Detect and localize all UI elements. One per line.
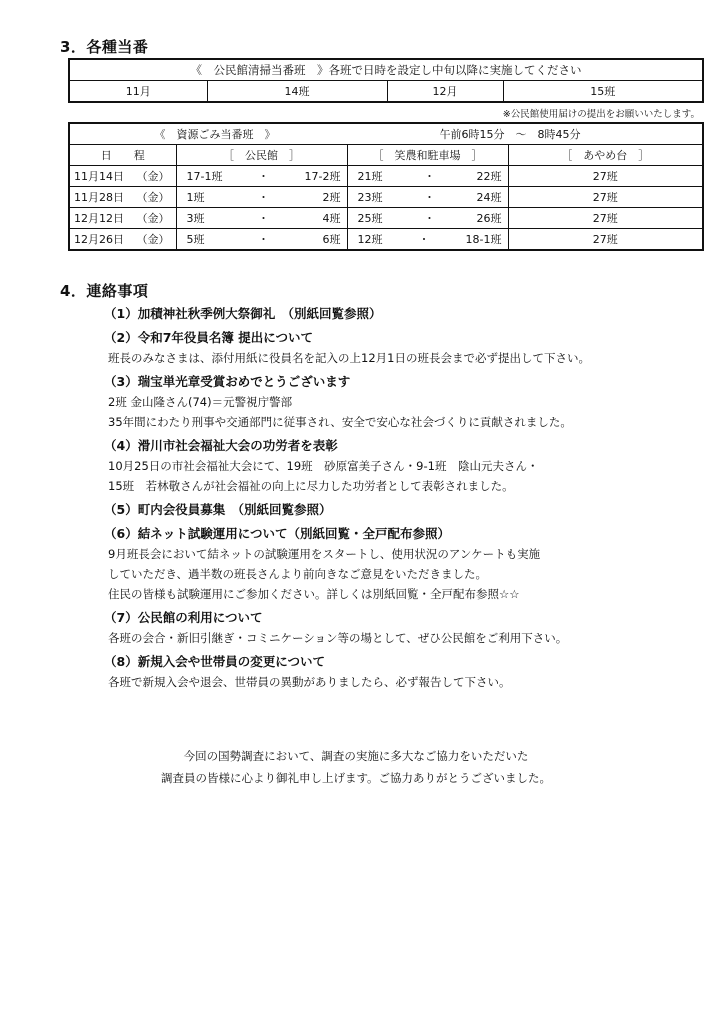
schedule-date: 12月26日 — [74, 233, 124, 246]
notice-item-line: 9月班長会において結ネットの試験運用をスタートし、使用状況のアンケートも実施 — [108, 547, 541, 561]
notice-item — [104, 500, 704, 520]
shonowa-cell — [347, 187, 508, 208]
recycling-duty-row — [69, 229, 703, 251]
notice-item-line: 住民の皆様も試験運用にご参加ください。詳しくは別紙回覧・全戸配布参照☆☆ — [108, 587, 520, 601]
shonowa-group-a: 12班 — [357, 233, 383, 246]
notice-item — [104, 524, 704, 604]
notice-items — [104, 304, 704, 696]
schedule-day-of-week: （金） — [136, 191, 170, 204]
shonowa-group-b: 26班 — [476, 212, 502, 225]
notice-item-line: 班長のみなさまは、添付用紙に役員名を記入の上12月1日の班長会まで必ず提出して下さい。 — [108, 351, 590, 365]
notice-item — [104, 436, 704, 496]
kominkan-group-b: 4班 — [322, 212, 341, 225]
cleaning-month-2: 12月 — [387, 81, 503, 103]
separator-dot: ・ — [424, 191, 435, 204]
shonowa-group-a: 25班 — [357, 212, 383, 225]
notice-item-line: 15班 若林敬さんが社会福祉の向上に尽力した功労者として表彰されました。 — [108, 479, 514, 493]
schedule-date: 11月28日 — [74, 191, 124, 204]
notice-item-line: していただき、過半数の班長さんより前向きなご意見をいただきました。 — [108, 567, 488, 581]
shonowa-group-b: 22班 — [476, 170, 502, 183]
ayamedai-cell: 27班 — [508, 187, 703, 208]
notice-item-line: 各班で新規入会や退会、世帯員の異動がありましたら、必ず報告して下さい。 — [108, 675, 511, 689]
recycling-duty-header-row — [69, 145, 703, 166]
section-4-heading: 4．連絡事項 — [60, 282, 149, 300]
notice-item-title: （6）結ネット試験運用について（別紙回覧・全戸配布参照） — [104, 526, 450, 541]
recycling-duty-row — [69, 208, 703, 229]
shonowa-group-b: 18-1班 — [465, 233, 502, 246]
header-ayamedai: ［ あやめ台 ］ — [508, 145, 703, 166]
separator-dot: ・ — [418, 233, 430, 246]
separator-dot: ・ — [424, 212, 435, 225]
recycling-duty-rows — [69, 166, 703, 251]
closing-line-2: 調査員の皆様に心より御礼申し上げます。ご協力ありがとうございました。 — [160, 771, 552, 785]
kominkan-group-b: 17-2班 — [304, 170, 341, 183]
notice-item — [104, 304, 704, 324]
notice-item — [104, 372, 704, 432]
recycling-duty-title: 《 資源ごみ当番班 》 — [154, 128, 276, 141]
notice-item-line: 各班の会合・新旧引継ぎ・コミニケーション等の場として、ぜひ公民館をご利用下さい。 — [108, 631, 568, 645]
kominkan-cell — [176, 208, 347, 229]
schedule-cell — [69, 208, 176, 229]
schedule-cell — [69, 229, 176, 251]
cleaning-group-2: 15班 — [503, 81, 703, 103]
notice-item-title: （2）令和7年役員名簿 提出について — [104, 330, 313, 345]
shonowa-cell — [347, 208, 508, 229]
schedule-day-of-week: （金） — [136, 170, 170, 183]
recycling-duty-title-cell — [69, 123, 703, 145]
header-shonowa-parking: ［ 笑農和駐車場 ］ — [347, 145, 508, 166]
kominkan-group-a: 1班 — [186, 191, 205, 204]
notice-item-title: （1）加積神社秋季例大祭御礼 （別紙回覧参照） — [104, 306, 382, 321]
recycling-duty-table — [68, 122, 704, 251]
closing-line-1: 今回の国勢調査において、調査の実施に多大なご協力をいただいた — [183, 749, 529, 763]
separator-dot: ・ — [258, 233, 269, 246]
shonowa-cell — [347, 229, 508, 251]
kominkan-cell — [176, 166, 347, 187]
recycling-duty-title-row — [69, 123, 703, 145]
recycling-duty-row — [69, 187, 703, 208]
cleaning-group-1: 14班 — [207, 81, 387, 103]
section-3-heading: 3．各種当番 — [60, 38, 149, 56]
notice-item-line: 35年間にわたり刑事や交通部門に従事され、安全で安心な社会づくりに貢献されました。 — [108, 415, 572, 429]
notice-item-title: （4）滑川市社会福祉大会の功労者を表彰 — [104, 438, 338, 453]
header-kominkan: ［ 公民館 ］ — [176, 145, 347, 166]
schedule-cell — [69, 166, 176, 187]
recycling-duty-time: 午前6時15分 ～ 8時45分 — [439, 128, 581, 141]
cleaning-month-1: 11月 — [69, 81, 207, 103]
notice-item-line: 2班 金山隆さん(74)＝元警視庁警部 — [108, 395, 293, 409]
notice-item — [104, 608, 704, 648]
notice-item — [104, 652, 704, 692]
separator-dot: ・ — [424, 170, 435, 183]
shonowa-group-a: 23班 — [357, 191, 383, 204]
notice-item — [104, 328, 704, 368]
kominkan-group-a: 3班 — [186, 212, 205, 225]
ayamedai-cell: 27班 — [508, 229, 703, 251]
shonowa-cell — [347, 166, 508, 187]
schedule-day-of-week: （金） — [136, 233, 170, 246]
schedule-cell — [69, 187, 176, 208]
cleaning-duty-row — [69, 81, 703, 103]
kominkan-cell — [176, 187, 347, 208]
ayamedai-cell: 27班 — [508, 166, 703, 187]
notice-item-title: （7）公民館の利用について — [104, 610, 263, 625]
separator-dot: ・ — [258, 191, 269, 204]
notice-item-line: 10月25日の市社会福祉大会にて、19班 砂原富美子さん・9-1班 陰山元夫さん・ — [108, 459, 539, 473]
shonowa-group-b: 24班 — [476, 191, 502, 204]
schedule-date: 11月14日 — [74, 170, 124, 183]
cleaning-duty-table — [68, 58, 704, 103]
kominkan-group-a: 17-1班 — [186, 170, 223, 183]
notice-item-title: （8）新規入会や世帯員の変更について — [104, 654, 325, 669]
separator-dot: ・ — [258, 212, 269, 225]
schedule-day-of-week: （金） — [136, 212, 170, 225]
notice-item-title: （5）町内会役員募集 （別紙回覧参照） — [104, 502, 332, 517]
closing-message — [0, 745, 724, 789]
separator-dot: ・ — [258, 170, 269, 183]
cleaning-duty-title: 《 公民館清掃当番班 》各班で日時を設定し中旬以降に実施してください — [69, 59, 703, 81]
kominkan-group-a: 5班 — [186, 233, 205, 246]
schedule-date: 12月12日 — [74, 212, 124, 225]
header-schedule: 日 程 — [69, 145, 176, 166]
cleaning-duty-title-row — [69, 59, 703, 81]
kominkan-group-b: 6班 — [322, 233, 341, 246]
notice-item-title: （3）瑞宝単光章受賞おめでとうございます — [104, 374, 351, 389]
ayamedai-cell: 27班 — [508, 208, 703, 229]
shonowa-group-a: 21班 — [357, 170, 383, 183]
recycling-duty-row — [69, 166, 703, 187]
usage-notice-note: ※公民館使用届けの提出をお願いいたします。 — [502, 109, 700, 120]
kominkan-group-b: 2班 — [322, 191, 341, 204]
kominkan-cell — [176, 229, 347, 251]
